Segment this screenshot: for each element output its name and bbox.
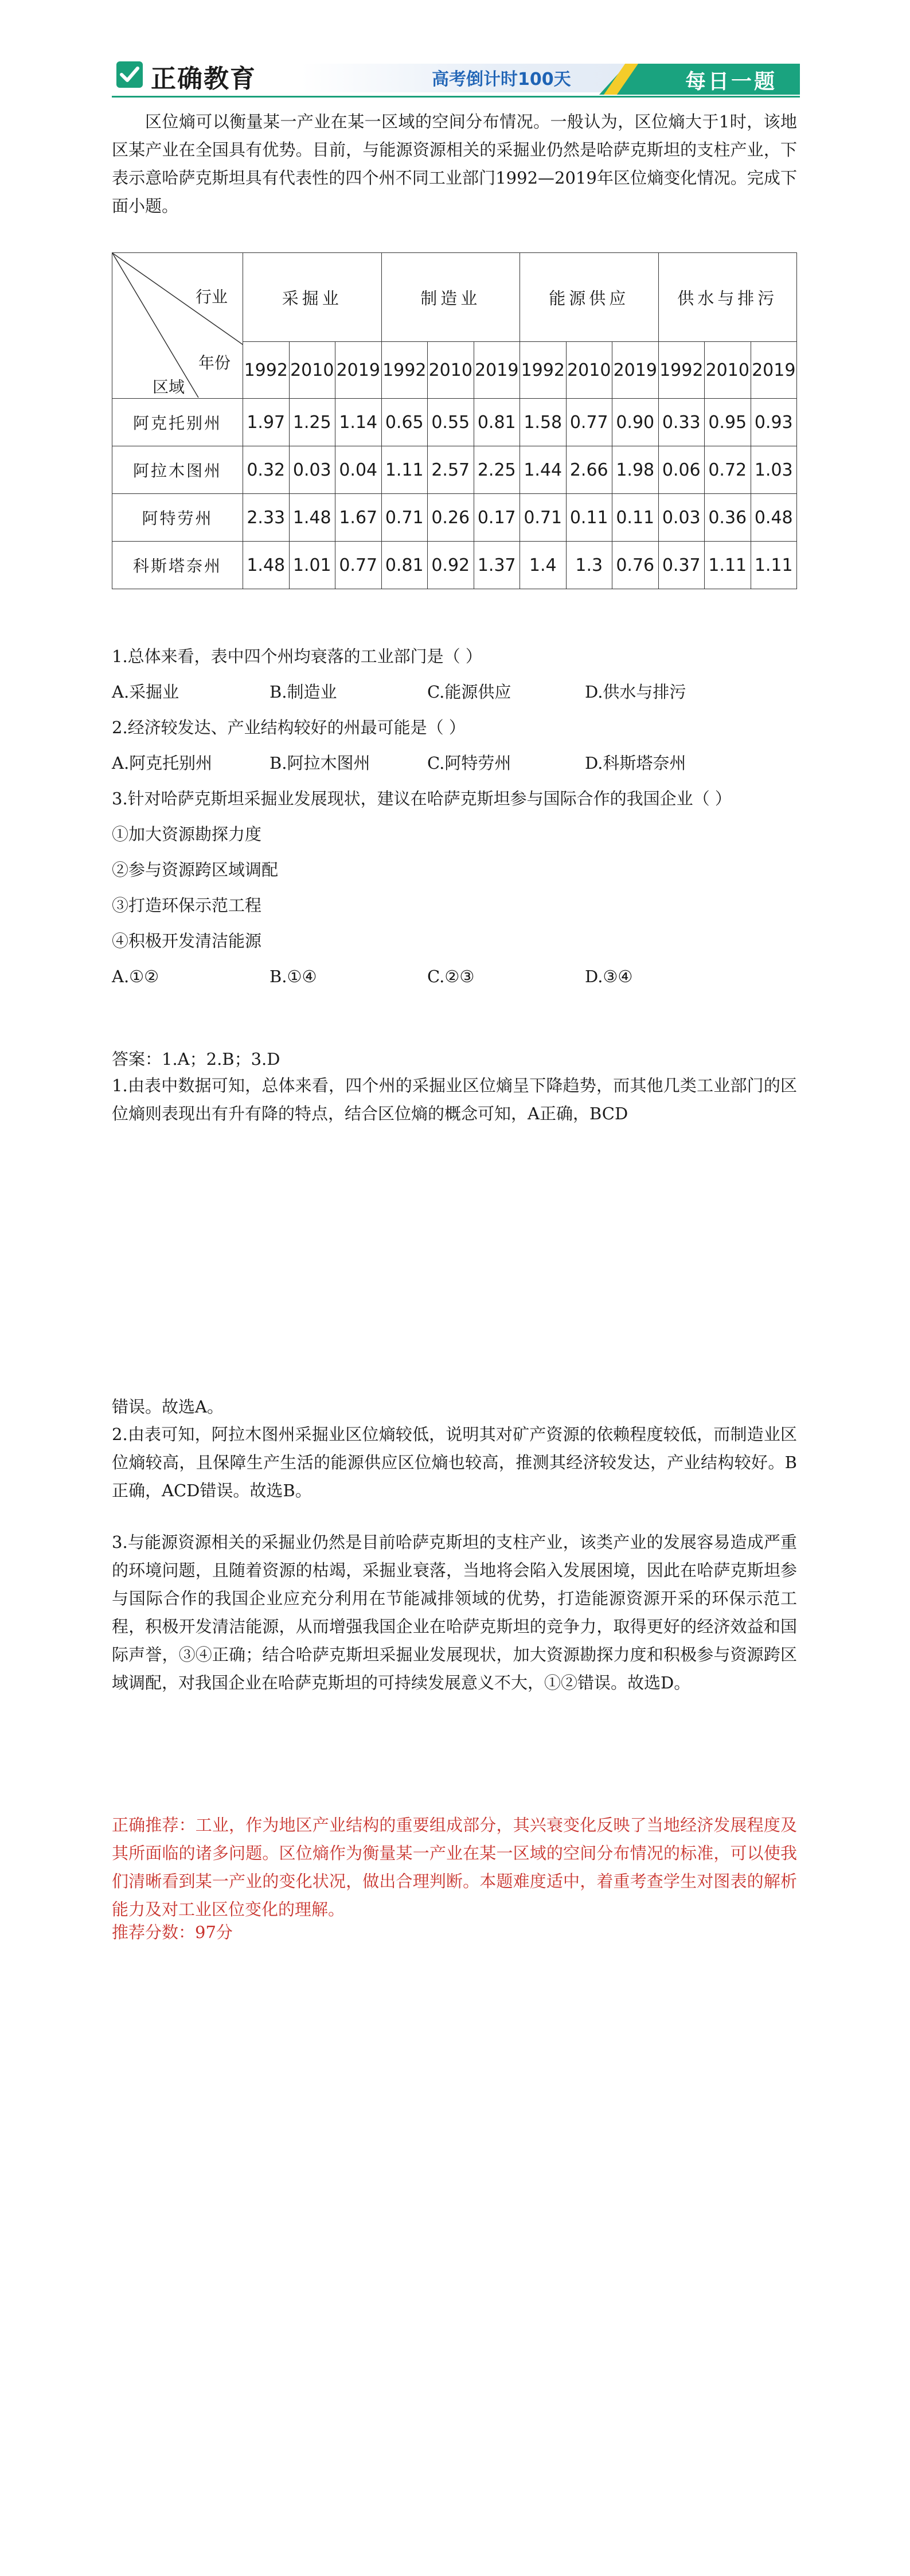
industry-header: 能源供应 [520,253,659,342]
value-cell: 1.03 [751,446,797,494]
value-cell: 0.92 [428,542,474,589]
value-cell: 0.65 [381,399,428,446]
value-cell: 2.33 [243,494,290,542]
table-row [112,399,797,446]
brand-name: 正确教育 [151,64,256,94]
q3-option-d: D.③④ [585,967,633,986]
value-cell: 1.37 [474,542,520,589]
year-header: 1992 [520,342,567,399]
year-header: 2019 [474,342,520,399]
value-cell: 1.11 [381,446,428,494]
value-cell: 0.04 [335,446,382,494]
value-cell: 0.32 [243,446,290,494]
q3-option-c: C.②③ [427,967,475,986]
industry-header: 采掘业 [243,253,382,342]
answer-summary: 答案：1.A；2.B；3.D [112,1049,280,1069]
value-cell: 0.17 [474,494,520,542]
year-header: 1992 [658,342,705,399]
value-cell: 1.3 [566,542,612,589]
value-cell: 1.67 [335,494,382,542]
value-cell: 0.77 [566,399,612,446]
value-cell: 1.58 [520,399,567,446]
q3-option-b: B.①④ [270,967,317,986]
check-logo-icon [116,61,143,88]
value-cell: 2.66 [566,446,612,494]
value-cell: 0.72 [705,446,751,494]
location-quotient-table [112,252,797,589]
table-row [112,542,797,589]
value-cell: 2.25 [474,446,520,494]
header-divider [112,96,800,98]
value-cell: 0.71 [520,494,567,542]
explanation-2: 2.由表可知，阿拉木图州采掘业区位熵较低，说明其对矿产资源的依赖程度较低，而制造业区位熵较高，且保障生产生活的能源供应区位熵也较高，推测其经济较发达，产业结构较好。B正确，ACD错误。故选B。 [112,1425,797,1500]
region-cell: 阿特劳州 [112,494,243,542]
value-cell: 1.98 [612,446,659,494]
table-corner-cell [112,253,243,399]
explanation-1-end: 错误。故选A。 [112,1397,224,1417]
value-cell: 1.97 [243,399,290,446]
value-cell: 0.03 [658,494,705,542]
value-cell: 0.03 [289,446,335,494]
corner-region-label: 区域 [153,378,185,396]
q1-option-b: B.制造业 [270,682,337,702]
year-header: 1992 [243,342,290,399]
year-header: 2010 [566,342,612,399]
value-cell: 1.14 [335,399,382,446]
year-header: 2019 [335,342,382,399]
daily-title: 每日一题 [685,70,778,94]
region-cell: 科斯塔奈州 [112,542,243,589]
q1-option-c: C.能源供应 [427,682,511,702]
value-cell: 0.90 [612,399,659,446]
q3-item-1: ①加大资源勘探力度 [112,824,262,844]
value-cell: 1.44 [520,446,567,494]
value-cell: 1.11 [751,542,797,589]
value-cell: 0.55 [428,399,474,446]
table-row [112,494,797,542]
q1-option-d: D.供水与排污 [585,682,686,702]
value-cell: 0.77 [335,542,382,589]
explanation-3: 3.与能源资源相关的采掘业仍然是目前哈萨克斯坦的支柱产业，该类产业的发展容易造成严重的环境问题，且随着资源的枯竭，采掘业衰落，当地将会陷入发展困境，因此在哈萨克斯坦参与国际合作的我国企业应充分利用在节能减排领域的优势，打造能源资源开采的环保示范工程，积极开发清洁能源，从而增强我国企业在哈萨克斯坦的竞争力，取得更好的经济效益和国际声誉，③④正确；结合哈萨克斯坦采掘业发展现状，加大资源勘探力度和积极参与资源跨区域调配，对我国企业在哈萨克斯坦的可持续发展意义不大，①②错误。故选D。 [112,1532,797,1692]
region-cell: 阿拉木图州 [112,446,243,494]
value-cell: 0.11 [566,494,612,542]
recommendation-score: 推荐分数：97分 [112,1923,233,1942]
page-header [112,56,800,96]
value-cell: 0.37 [658,542,705,589]
q3-item-4: ④积极开发清洁能源 [112,931,262,951]
q3-item-2: ②参与资源跨区域调配 [112,860,279,880]
year-header: 2019 [612,342,659,399]
intro-paragraph: 区位熵可以衡量某一产业在某一区域的空间分布情况。一般认为，区位熵大于1时，该地区某产业在全国具有优势。目前，与能源资源相关的采掘业仍然是哈萨克斯坦的支柱产业，下表示意哈萨克斯坦具有代表性的四个州不同工业部门1992—2019年区位熵变化情况。完成下面小题。 [112,112,797,216]
value-cell: 1.4 [520,542,567,589]
year-header: 2010 [705,342,751,399]
region-cell: 阿克托别州 [112,399,243,446]
year-header: 2019 [751,342,797,399]
explanation-1: 1.由表中数据可知，总体来看，四个州的采掘业区位熵呈下降趋势，而其他几类工业部门的区位熵则表现出有升有降的特点，结合区位熵的概念可知，A正确，BCD [112,1076,797,1123]
value-cell: 0.11 [612,494,659,542]
value-cell: 0.71 [381,494,428,542]
value-cell: 0.48 [751,494,797,542]
industry-header: 供水与排污 [658,253,797,342]
industry-header: 制造业 [381,253,520,342]
value-cell: 2.57 [428,446,474,494]
value-cell: 1.01 [289,542,335,589]
question-2-stem: 2.经济较发达、产业结构较好的州最可能是（ ） [112,718,466,737]
question-3-stem: 3.针对哈萨克斯坦采掘业发展现状，建议在哈萨克斯坦参与国际合作的我国企业（ ） [112,789,732,808]
value-cell: 0.06 [658,446,705,494]
q3-item-3: ③打造环保示范工程 [112,896,262,915]
q2-option-b: B.阿拉木图州 [270,753,370,773]
value-cell: 0.81 [474,399,520,446]
q1-option-a: A.采掘业 [112,682,179,702]
q3-option-a: A.①② [112,967,159,986]
value-cell: 0.95 [705,399,751,446]
value-cell: 0.93 [751,399,797,446]
q2-option-d: D.科斯塔奈州 [585,753,686,773]
recommendation-text: 正确推荐：工业，作为地区产业结构的重要组成部分，其兴衰变化反映了当地经济发展程度及其所面临的诸多问题。区位熵作为衡量某一产业在某一区域的空间分布情况的标准，可以使我们清晰看到某一产业的变化状况，做出合理判断。本题难度适中，着重考查学生对图表的解析能力及对工业区位变化的理解。 [112,1815,797,1919]
q2-option-a: A.阿克托别州 [112,753,213,773]
value-cell: 0.76 [612,542,659,589]
year-header: 1992 [381,342,428,399]
year-header: 2010 [428,342,474,399]
value-cell: 0.36 [705,494,751,542]
value-cell: 0.33 [658,399,705,446]
year-header: 2010 [289,342,335,399]
question-1-stem: 1.总体来看，表中四个州均衰落的工业部门是（ ） [112,647,482,666]
corner-year-label: 年份 [198,353,231,372]
value-cell: 1.48 [243,542,290,589]
value-cell: 0.26 [428,494,474,542]
value-cell: 0.81 [381,542,428,589]
countdown-label: 高考倒计时100天 [432,69,571,90]
value-cell: 1.48 [289,494,335,542]
corner-industry-label: 行业 [196,287,228,306]
table-row [112,446,797,494]
q2-option-c: C.阿特劳州 [427,753,511,773]
value-cell: 1.11 [705,542,751,589]
value-cell: 1.25 [289,399,335,446]
